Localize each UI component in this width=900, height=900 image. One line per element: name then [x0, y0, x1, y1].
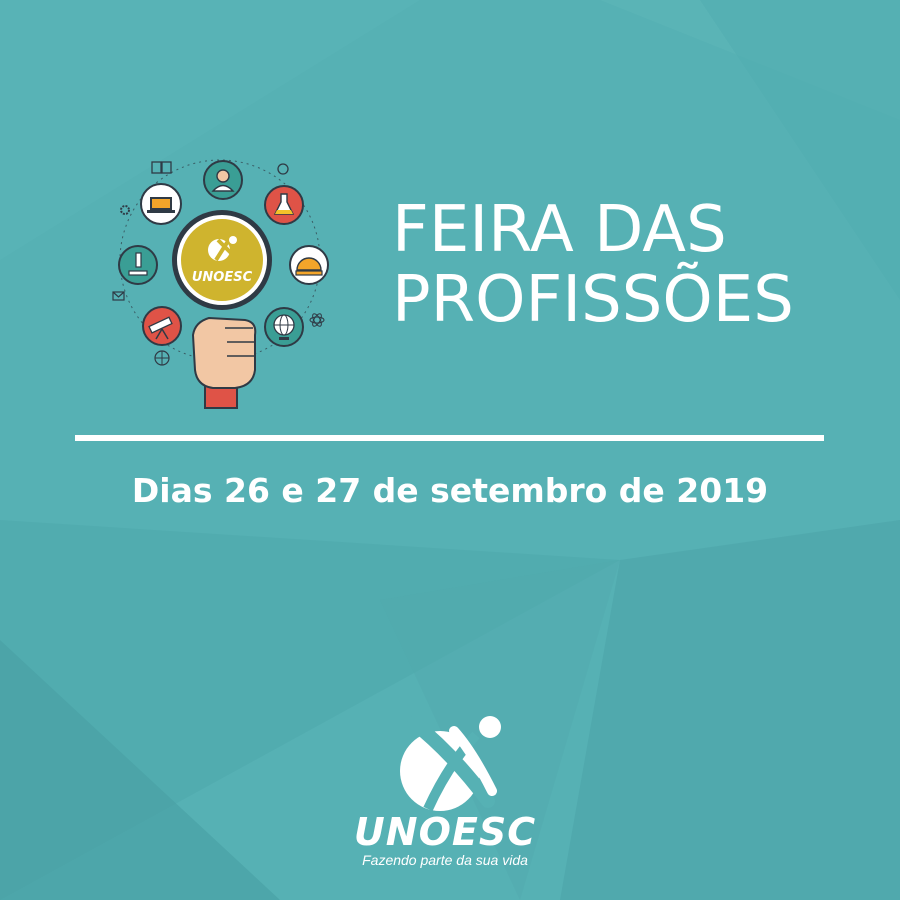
envelope-icon — [113, 292, 124, 300]
microscope-icon — [119, 246, 157, 284]
flask-icon — [265, 186, 303, 224]
event-title-line-1: FEIRA DAS — [392, 193, 727, 267]
laptop-icon — [141, 184, 181, 224]
ruler-icon — [290, 246, 328, 284]
magnifying-glass-icon — [172, 210, 272, 408]
basketball-icon — [155, 351, 169, 365]
telescope-icon — [143, 307, 181, 345]
atom-icon — [310, 312, 324, 327]
gear-icon — [121, 206, 129, 214]
careers-illustration — [105, 150, 355, 415]
brand-tagline: Fazendo parte da sua vida — [362, 852, 528, 868]
event-title-line-2: PROFISSÕES — [392, 263, 794, 337]
book-icon — [152, 162, 171, 173]
hand-icon — [193, 318, 255, 388]
lens-brand-text: UNOESC — [191, 270, 253, 285]
person-icon — [204, 161, 242, 199]
unoesc-logo-icon — [392, 713, 512, 813]
globe-icon — [265, 308, 303, 346]
brand-name: UNOESC — [353, 810, 537, 854]
event-title — [392, 195, 872, 335]
chat-icon — [278, 164, 288, 174]
divider — [75, 435, 824, 441]
brand-logo — [350, 705, 550, 880]
event-date: Dias 26 e 27 de setembro de 2019 — [131, 471, 769, 510]
